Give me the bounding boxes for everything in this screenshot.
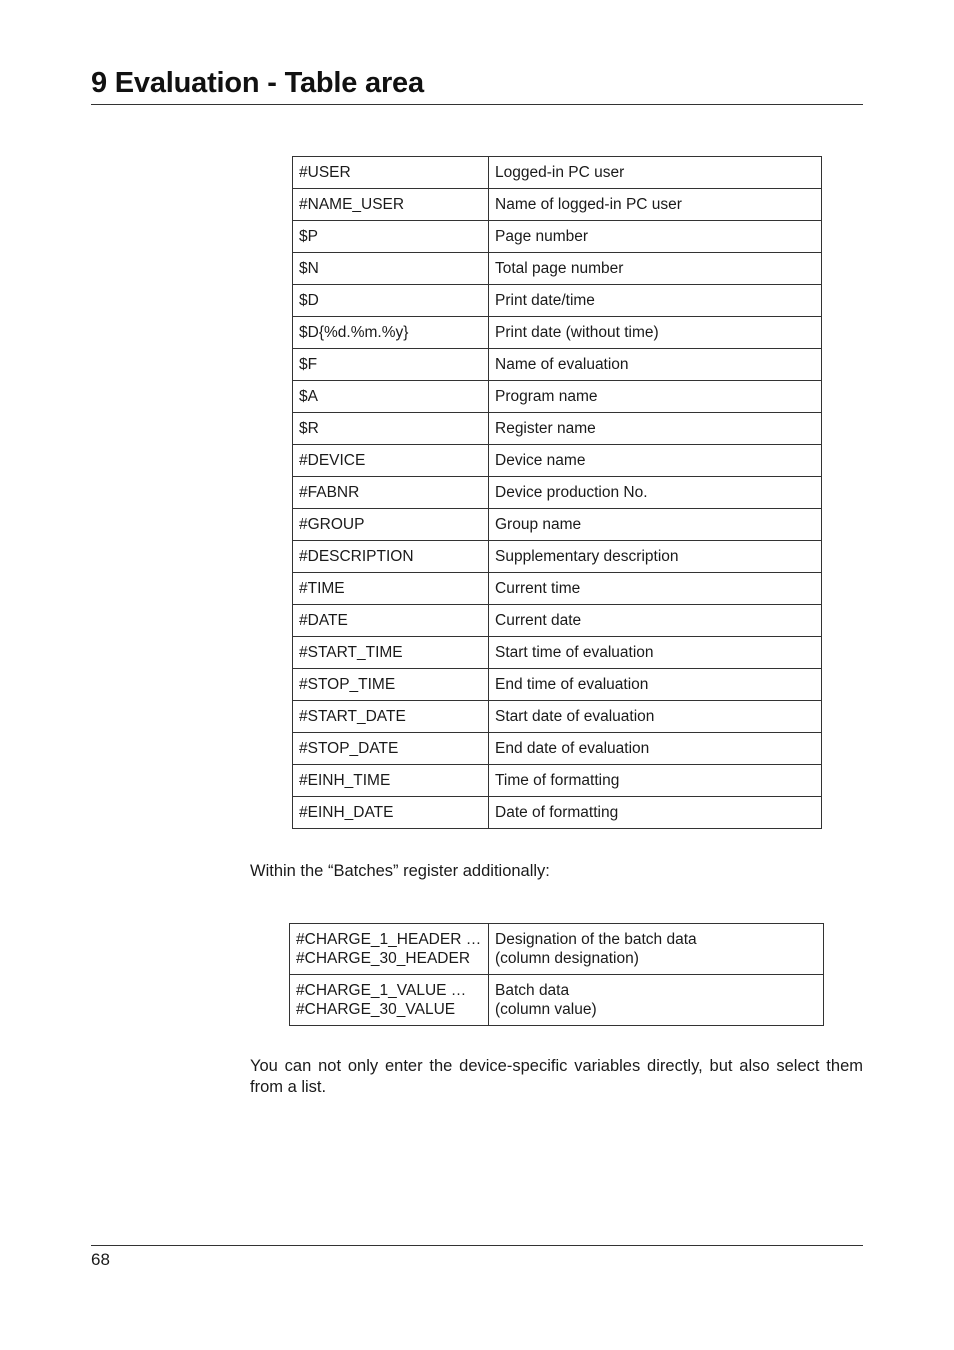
title-divider: [91, 104, 863, 105]
variable-cell: #DATE: [293, 605, 489, 637]
variable-cell: $A: [293, 381, 489, 413]
table-row: [293, 221, 822, 253]
variable-cell: #EINH_TIME: [293, 765, 489, 797]
variables-table: [292, 156, 822, 829]
table-row: [293, 189, 822, 221]
description-cell: Start date of evaluation: [489, 701, 822, 733]
variable-cell: $R: [293, 413, 489, 445]
variable-cell: #USER: [293, 157, 489, 189]
description-cell: [489, 924, 824, 975]
table-row: [293, 797, 822, 829]
table-row: [293, 253, 822, 285]
description-cell: Group name: [489, 509, 822, 541]
variable-cell: #NAME_USER: [293, 189, 489, 221]
table-row: [293, 541, 822, 573]
variable-cell: #STOP_DATE: [293, 733, 489, 765]
variable-cell: #TIME: [293, 573, 489, 605]
table-row: [290, 924, 824, 975]
table-row: [293, 765, 822, 797]
table-row: [293, 157, 822, 189]
batches-table: [289, 923, 824, 1026]
variable-line: #CHARGE_1_HEADER …: [296, 931, 482, 948]
table-row: [293, 701, 822, 733]
variable-cell: #FABNR: [293, 477, 489, 509]
table-row: [293, 509, 822, 541]
description-line: (column value): [495, 1001, 597, 1018]
description-cell: Device name: [489, 445, 822, 477]
table-row: [293, 573, 822, 605]
variable-cell: $D: [293, 285, 489, 317]
description-cell: End date of evaluation: [489, 733, 822, 765]
description-cell: Supplementary description: [489, 541, 822, 573]
description-cell: Date of formatting: [489, 797, 822, 829]
table-row: [293, 285, 822, 317]
description-line: Batch data: [495, 982, 570, 999]
table-row: [293, 669, 822, 701]
description-cell: Device production No.: [489, 477, 822, 509]
description-cell: Total page number: [489, 253, 822, 285]
description-cell: Current date: [489, 605, 822, 637]
page-title: 9 Evaluation - Table area: [91, 67, 424, 99]
variable-cell: #START_TIME: [293, 637, 489, 669]
description-line: Designation of the batch data: [495, 931, 697, 948]
variable-cell: [290, 975, 489, 1026]
footer-divider: [91, 1245, 863, 1246]
description-cell: Name of logged-in PC user: [489, 189, 822, 221]
table-row: [293, 349, 822, 381]
variable-line: #CHARGE_30_HEADER: [296, 950, 471, 967]
variable-cell: #EINH_DATE: [293, 797, 489, 829]
description-cell: Time of formatting: [489, 765, 822, 797]
variable-cell: #GROUP: [293, 509, 489, 541]
variable-cell: $P: [293, 221, 489, 253]
table-row: [290, 975, 824, 1026]
table-row: [293, 445, 822, 477]
description-cell: Current time: [489, 573, 822, 605]
variable-cell: #STOP_TIME: [293, 669, 489, 701]
variable-cell: #DESCRIPTION: [293, 541, 489, 573]
table-row: [293, 317, 822, 349]
description-cell: Name of evaluation: [489, 349, 822, 381]
description-line: (column designation): [495, 950, 639, 967]
variable-cell: #DEVICE: [293, 445, 489, 477]
description-cell: [489, 975, 824, 1026]
closing-paragraph: You can not only enter the device-specific variables directly, but also select them from a list.: [250, 1057, 863, 1096]
description-cell: Logged-in PC user: [489, 157, 822, 189]
table-row: [293, 733, 822, 765]
description-cell: End time of evaluation: [489, 669, 822, 701]
variable-cell: $F: [293, 349, 489, 381]
variables-table-body: [293, 157, 822, 829]
batches-intro-text: Within the “Batches” register additionally:: [250, 862, 550, 880]
description-cell: Program name: [489, 381, 822, 413]
variable-cell: [290, 924, 489, 975]
table-row: [293, 605, 822, 637]
variable-cell: #START_DATE: [293, 701, 489, 733]
variable-line: #CHARGE_30_VALUE: [296, 1001, 456, 1018]
variable-cell: $D{%d.%m.%y}: [293, 317, 489, 349]
batches-table-body: [290, 924, 824, 1026]
description-cell: Register name: [489, 413, 822, 445]
variable-line: #CHARGE_1_VALUE …: [296, 982, 467, 999]
table-row: [293, 477, 822, 509]
description-cell: Print date/time: [489, 285, 822, 317]
description-cell: Start time of evaluation: [489, 637, 822, 669]
table-row: [293, 381, 822, 413]
variable-cell: $N: [293, 253, 489, 285]
table-row: [293, 413, 822, 445]
table-row: [293, 637, 822, 669]
description-cell: Print date (without time): [489, 317, 822, 349]
description-cell: Page number: [489, 221, 822, 253]
page-number: 68: [91, 1250, 110, 1269]
